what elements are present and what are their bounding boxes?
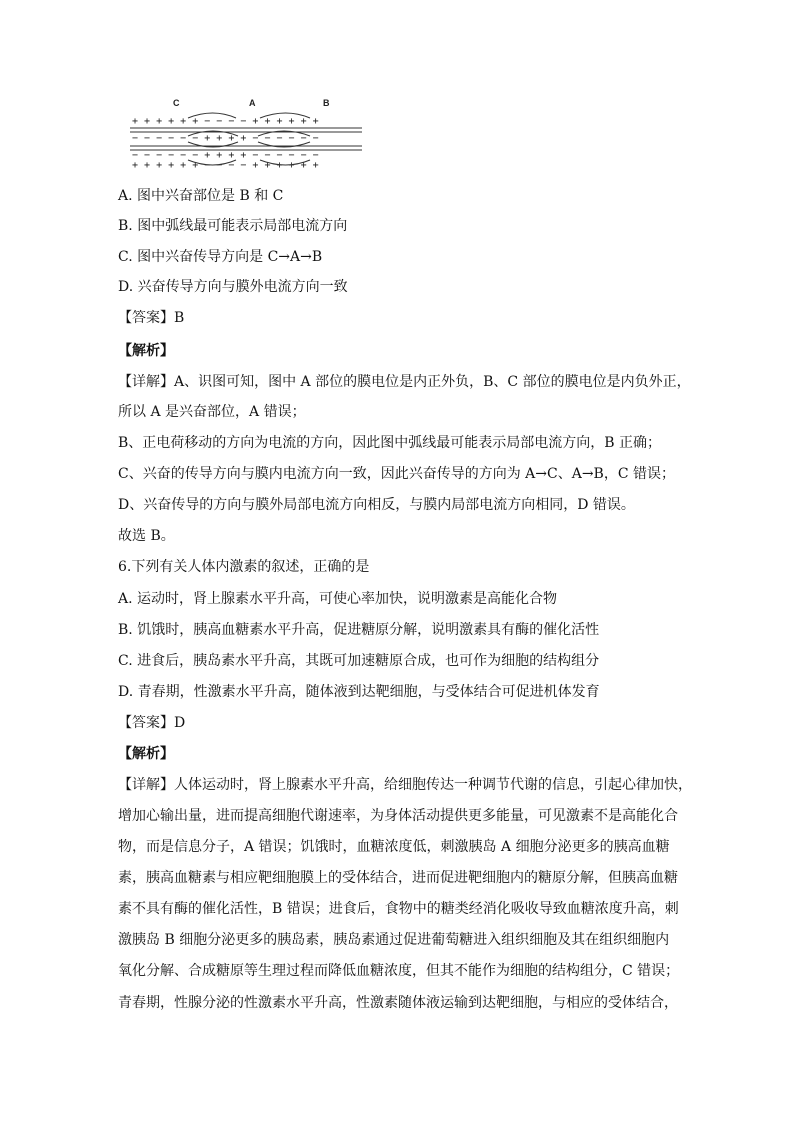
charge-row-1: + + + + + + − − − − + + + + + + <box>132 116 319 127</box>
text-line: A. 运动时，肾上腺素水平升高，可使心率加快，说明激素是高能化合物 <box>118 591 558 607</box>
text-line: C、兴奋的传导方向与膜内电流方向一致，因此兴奋传导的方向为 A→C、A→B，C 错误； <box>118 466 676 482</box>
text-line: 故选 B。 <box>118 528 175 544</box>
text-line: 青春期，性腺分泌的性激素水平升高，性激素随体液运输到达靶细胞，与相应的受体结合， <box>118 995 678 1011</box>
text-line: C. 图中兴奋传导方向是 C→A→B <box>118 249 323 265</box>
text-line: 【答案】B <box>118 310 185 326</box>
text-line: A. 图中兴奋部位是 B 和 C <box>118 188 284 204</box>
text-line: 增加心输出量，进而提高细胞代谢速率，为身体活动提供更多能量，可见激素不是高能化合 <box>118 808 678 824</box>
text-line: C. 进食后，胰岛素水平升高，其既可加速糖原合成，也可作为细胞的结构组分 <box>118 653 600 669</box>
text-line: 素，胰高血糖素与相应靶细胞膜上的受体结合，进而促进靶细胞内的糖原分解，但胰高血糖 <box>118 870 678 886</box>
label-c: C <box>173 98 180 108</box>
label-a: A <box>249 98 256 108</box>
membrane-potential-figure <box>118 96 368 170</box>
text-line: 【答案】D <box>118 715 186 731</box>
text-line: 【解析】 <box>118 343 174 359</box>
label-b: B <box>323 98 330 108</box>
text-line: 氧化分解、合成糖原等生理过程而降低血糖浓度，但其不能作为细胞的结构组分，C 错误； <box>118 963 680 979</box>
nerve-fiber-diagram <box>118 96 368 170</box>
text-line: 6.下列有关人体内激素的叙述，正确的是 <box>118 559 370 575</box>
charge-row-3: − − − − − − + + + + − − − − − − <box>132 150 319 161</box>
text-line: B. 饥饿时，胰高血糖素水平升高，促进糖原分解，说明激素具有酶的催化活性 <box>118 622 600 638</box>
text-line: 所以 A 是兴奋部位，A 错误； <box>118 404 306 420</box>
text-line: D. 兴奋传导方向与膜外电流方向一致 <box>118 279 348 295</box>
text-line: D、兴奋传导的方向与膜外局部电流方向相反，与膜内局部电流方向相同，D 错误。 <box>118 497 635 513</box>
text-line: B. 图中弧线最可能表示局部电流方向 <box>118 218 348 234</box>
text-line: 【详解】A、识图可知，图中 A 部位的膜电位是内正外负，B、C 部位的膜电位是内负外正， <box>118 374 691 390</box>
text-line: 素不具有酶的催化活性，B 错误；进食后，食物中的糖类经消化吸收导致血糖浓度升高，刺 <box>118 901 679 917</box>
text-line: B、正电荷移动的方向为电流的方向，因此图中弧线最可能表示局部电流方向，B 正确； <box>118 435 662 451</box>
charge-row-2: − − − − − − + + + + − − − − − − <box>132 133 319 144</box>
charge-row-4: + + + + + + − − − − + + + + + + <box>132 160 319 170</box>
text-line: 【解析】 <box>118 746 174 762</box>
text-line: D. 青春期，性激素水平升高，随体液到达靶细胞，与受体结合可促进机体发育 <box>118 684 600 700</box>
text-line: 激胰岛 B 细胞分泌更多的胰岛素，胰岛素通过促进葡萄糖进入组织细胞及其在组织细胞内 <box>118 932 670 948</box>
text-line: 物，而是信息分子，A 错误；饥饿时，血糖浓度低，刺激胰岛 A 细胞分泌更多的胰高血糖 <box>118 839 670 855</box>
text-line: 【详解】人体运动时，肾上腺素水平升高，给细胞传达一种调节代谢的信息，引起心律加快， <box>118 777 692 793</box>
